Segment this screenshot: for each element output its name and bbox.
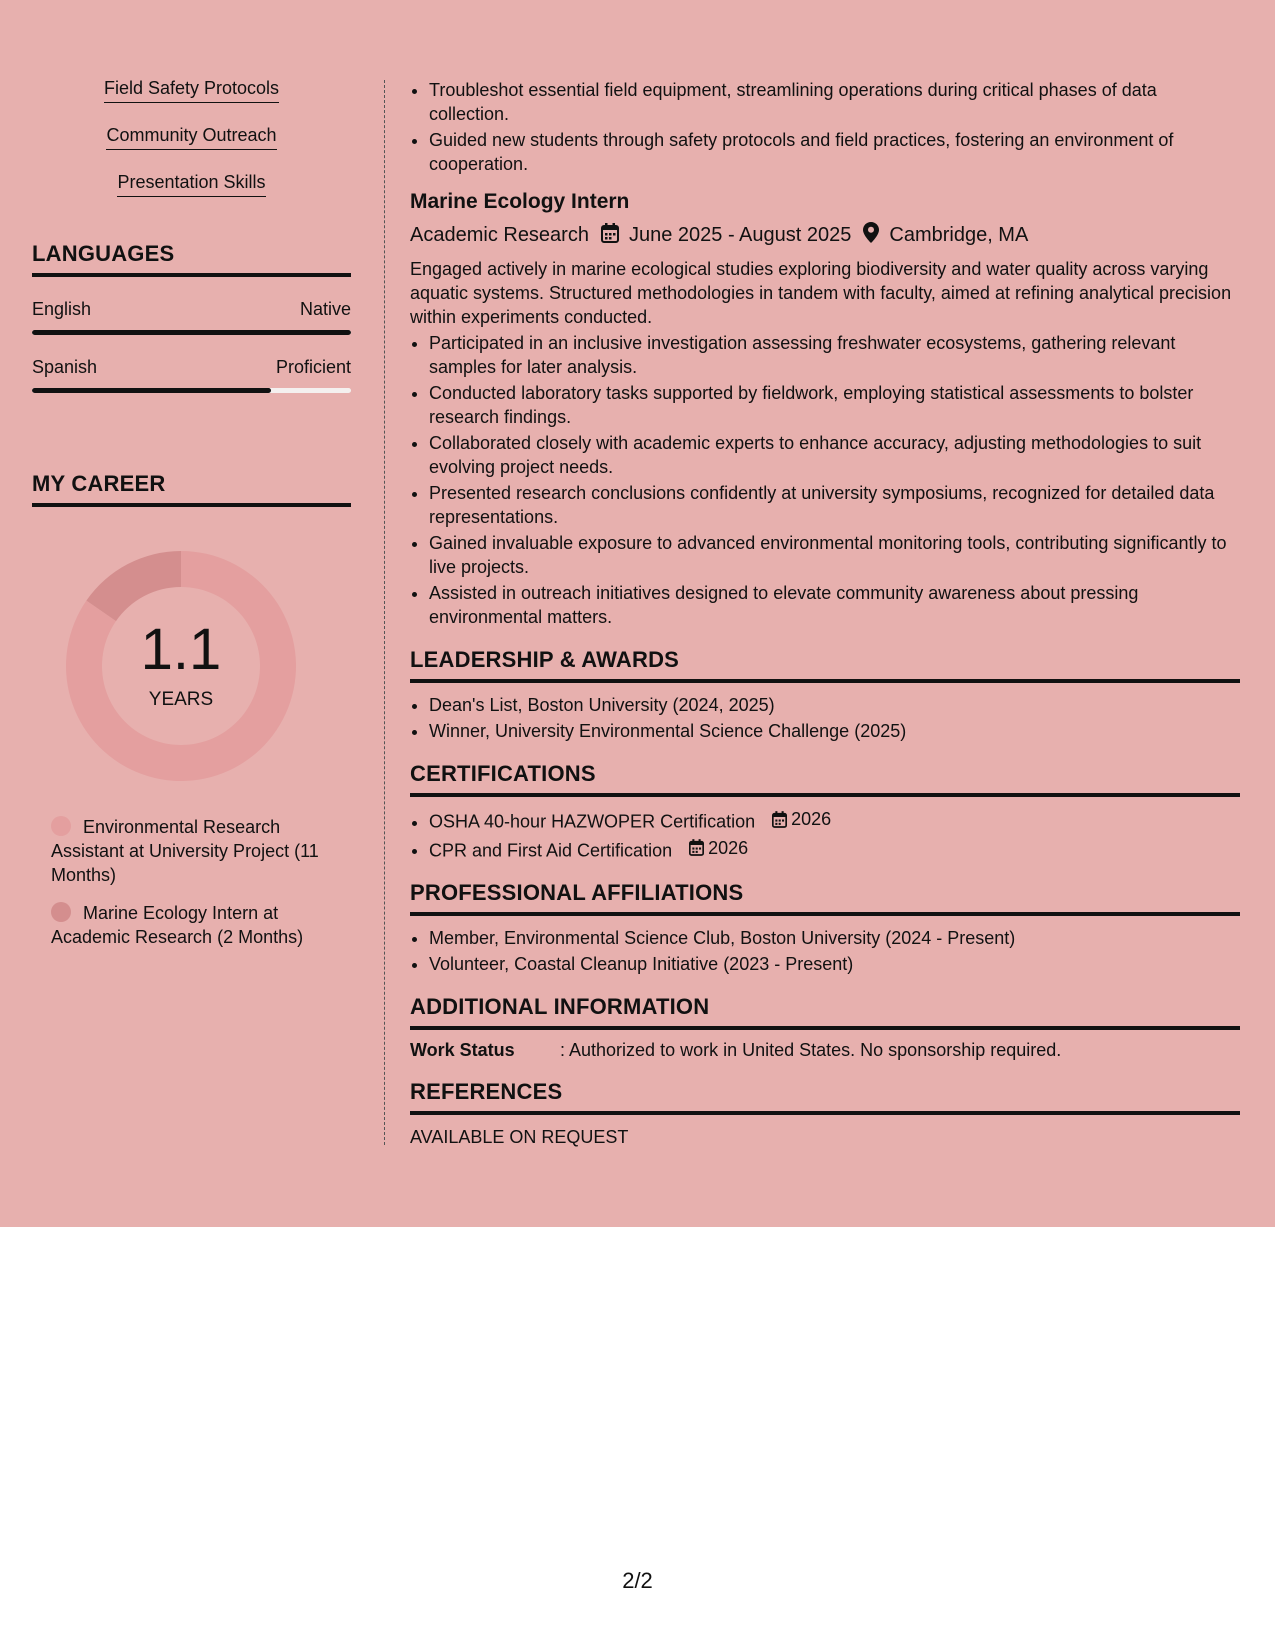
bullet-item: • Presented research conclusions confidently at university symposiums, recognized for detailed data representations. [429,481,1240,529]
skill-label: Presentation Skills [117,172,265,197]
bullet-item: • Troubleshot essential field equipment, streamlining operations during critical phases of data collection. [429,78,1240,126]
job-company: Academic Research [410,224,589,246]
bullet-item: • Guided new students through safety protocols and field practices, fostering an environment of cooperation. [429,128,1240,176]
left-column [32,78,351,963]
skill-item [32,78,351,103]
calendar-icon [772,811,787,828]
leadership-heading: LEADERSHIP & AWARDS [410,647,1240,683]
additional-info-heading: ADDITIONAL INFORMATION [410,994,1240,1030]
language-item [32,299,351,335]
language-level-bar [32,330,351,335]
previous-job-bullets [410,78,1240,176]
affiliation-item: • Volunteer, Coastal Cleanup Initiative (2023 - Present) [429,952,1240,976]
bullet-item: • Conducted laboratory tasks supported by fieldwork, employing statistical assessments to bolster research findings. [429,381,1240,429]
column-divider [384,80,385,1145]
legend-dot [51,902,71,922]
certification-year: 2026 [791,809,832,829]
bullet-item: • Gained invaluable exposure to advanced environmental monitoring tools, contributing significantly to live projects. [429,531,1240,579]
bullet-item: • Assisted in outreach initiatives designed to elevate community awareness about pressing environmental matters. [429,581,1240,629]
legend-label: Marine Ecology Intern at Academic Research (2 Months) [51,903,304,947]
job-dates: June 2025 - August 2025 [628,224,852,246]
skill-label: Field Safety Protocols [104,78,279,103]
language-name: Spanish [32,357,98,377]
award-item: • Dean's List, Boston University (2024, 2025) [429,693,1240,717]
bullet-item: • Participated in an inclusive investigation assessing freshwater ecosystems, gathering relevant samples for later analysis. [429,331,1240,379]
career-legend [51,815,341,949]
career-legend-item [51,815,341,887]
certification-item [429,836,1240,863]
language-level-bar [32,388,351,393]
career-donut-chart [66,551,296,781]
language-level: Native [299,299,351,319]
language-level: Proficient [275,357,351,377]
skill-item [32,125,351,150]
skill-item [32,172,351,197]
language-level-fill [32,330,351,335]
career-heading: MY CAREER [32,471,351,507]
certification-name: OSHA 40-hour HAZWOPER Certification [429,811,756,832]
bullet-item: • Collaborated closely with academic experts to enhance accuracy, adjusting methodologies to suit evolving project needs. [429,431,1240,479]
references-text: AVAILABLE ON REQUEST [410,1127,629,1147]
certification-year: 2026 [708,837,749,858]
certifications-list [410,807,1240,862]
job-title: Marine Ecology Intern [410,190,630,213]
affiliations-list [410,926,1240,976]
calendar-icon [689,839,704,856]
calendar-icon [601,223,619,249]
legend-dot [51,816,71,836]
certifications-heading: CERTIFICATIONS [410,761,1240,797]
certification-name: CPR and First Aid Certification [429,840,673,860]
language-name: English [32,299,92,319]
location-pin-icon [863,222,879,249]
legend-label: Environmental Research Assistant at University Project (11 Months) [51,817,319,885]
job-location: Cambridge, MA [889,224,1029,246]
right-column [410,78,1240,1148]
skills-list [32,78,351,197]
work-status-row [410,1040,1240,1061]
job-meta [410,222,1240,249]
references-heading: REFERENCES [410,1079,1240,1115]
work-status-label: Work Status [410,1040,515,1060]
award-item: • Winner, University Environmental Science Challenge (2025) [429,719,1240,743]
career-legend-item [51,901,341,949]
languages-heading: LANGUAGES [32,241,351,277]
certification-item [429,807,1240,834]
language-item [32,357,351,393]
affiliations-heading: PROFESSIONAL AFFILIATIONS [410,880,1240,916]
language-level-fill [32,388,271,393]
career-years-value: 1.1 [140,617,222,682]
career-years-label: YEARS [148,689,214,710]
leadership-list [410,693,1240,743]
affiliation-item: • Member, Environmental Science Club, Boston University (2024 - Present) [429,926,1240,950]
work-status-value: : Authorized to work in United States. No sponsorship required. [560,1040,1062,1060]
job-bullets [410,331,1240,629]
job-summary: Engaged actively in marine ecological studies exploring biodiversity and water quality across varying aquatic systems. Structured methodologies in tandem with faculty, aimed at refining analytical precision within experiments conducted. [410,259,1232,327]
skill-label: Community Outreach [106,125,276,150]
page-number: 2/2 [622,1568,653,1593]
